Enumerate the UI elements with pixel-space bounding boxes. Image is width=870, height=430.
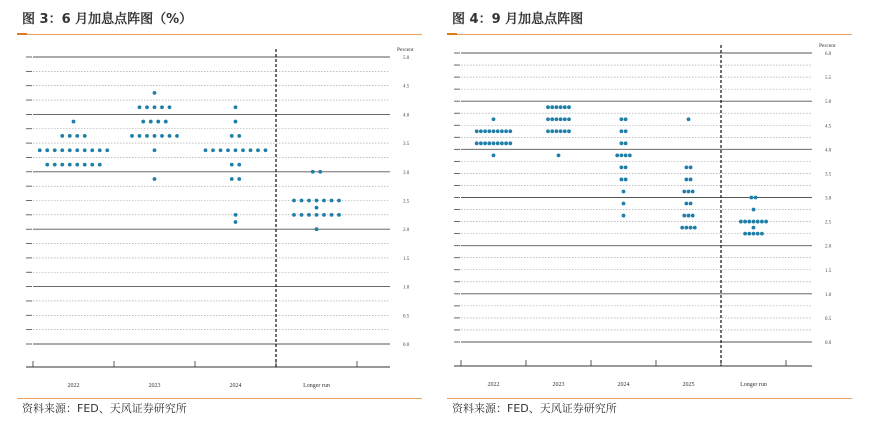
y-tick-label: 3.5 xyxy=(403,142,410,148)
dot-longer-run xyxy=(307,199,311,203)
dot-2022 xyxy=(68,134,72,138)
dot-2024 xyxy=(241,148,245,152)
dot-2025 xyxy=(691,190,695,194)
dot-2025 xyxy=(693,226,697,230)
y-tick-label: 5.0 xyxy=(403,56,410,61)
dot-longer-run xyxy=(292,213,296,217)
dot-2024 xyxy=(620,178,624,182)
dot-2022 xyxy=(105,148,109,152)
dot-2023 xyxy=(156,120,160,124)
y-tick-label: 1.0 xyxy=(403,285,410,291)
x-category-label: 2022 xyxy=(67,383,80,389)
y-axis-title: Percent xyxy=(397,47,414,53)
x-category-label: 2024 xyxy=(617,382,630,388)
dot-2024 xyxy=(620,117,624,121)
dot-longer-run xyxy=(311,170,315,174)
dot-2022 xyxy=(45,163,49,167)
dot-longer-run xyxy=(752,232,756,236)
dot-2025 xyxy=(685,165,689,169)
dot-2023 xyxy=(559,117,563,121)
dot-2022 xyxy=(483,129,487,133)
dot-2022 xyxy=(83,148,87,152)
dot-2025 xyxy=(685,226,689,230)
dot-2022 xyxy=(492,117,496,121)
y-tick-label: 2.5 xyxy=(403,199,410,205)
x-category-label: 2024 xyxy=(229,383,242,389)
y-tick-label: 3.5 xyxy=(825,172,832,178)
dot-2022 xyxy=(479,141,483,145)
dot-2023 xyxy=(550,129,554,133)
y-tick-label: 6.0 xyxy=(825,52,832,57)
dot-2022 xyxy=(483,141,487,145)
dot-2022 xyxy=(487,141,491,145)
dot-2024 xyxy=(624,178,628,182)
y-tick-label: 0.5 xyxy=(825,316,832,322)
y-tick-label: 2.5 xyxy=(825,220,832,226)
dot-2024 xyxy=(615,153,619,157)
dot-2022 xyxy=(98,148,102,152)
dot-2022 xyxy=(492,153,496,157)
dot-2022 xyxy=(90,163,94,167)
dot-2023 xyxy=(153,177,157,181)
dot-2023 xyxy=(567,105,571,109)
dot-2024 xyxy=(622,214,626,218)
x-category-label: Longer run xyxy=(303,383,330,389)
dot-2022 xyxy=(508,129,512,133)
dot-2024 xyxy=(204,148,208,152)
dot-2023 xyxy=(153,134,157,138)
dot-2022 xyxy=(500,141,504,145)
left-chart-title: 图 3：6 月加息点阵图（%） xyxy=(22,12,193,27)
dot-2023 xyxy=(550,105,554,109)
y-tick-label: 2.0 xyxy=(403,228,410,234)
dot-2022 xyxy=(492,129,496,133)
dot-2024 xyxy=(624,117,628,121)
y-tick-label: 0.0 xyxy=(403,343,410,348)
dot-2024 xyxy=(622,202,626,206)
dot-longer-run xyxy=(337,199,341,203)
dot-2023 xyxy=(168,134,172,138)
dot-longer-run xyxy=(337,213,341,217)
dot-longer-run xyxy=(743,232,747,236)
dot-longer-run xyxy=(315,206,319,210)
y-tick-label: 4.5 xyxy=(403,84,410,90)
dot-longer-run xyxy=(752,220,756,224)
dot-longer-run xyxy=(300,199,304,203)
dot-2023 xyxy=(555,129,559,133)
dot-2023 xyxy=(567,129,571,133)
dot-2022 xyxy=(75,163,79,167)
dot-longer-run xyxy=(754,196,758,200)
dot-2022 xyxy=(60,134,64,138)
dot-2022 xyxy=(53,148,57,152)
dot-2023 xyxy=(145,134,149,138)
dot-longer-run xyxy=(318,170,322,174)
dot-2025 xyxy=(682,190,686,194)
dot-2023 xyxy=(563,105,567,109)
dot-2025 xyxy=(685,202,689,206)
dot-2022 xyxy=(508,141,512,145)
dot-2025 xyxy=(685,178,689,182)
x-category-label: 2023 xyxy=(552,382,565,388)
dot-longer-run xyxy=(764,220,768,224)
dot-2024 xyxy=(622,190,626,194)
dot-2023 xyxy=(149,120,153,124)
dot-2025 xyxy=(689,178,693,182)
dot-2025 xyxy=(689,226,693,230)
dot-2022 xyxy=(475,141,479,145)
dot-2023 xyxy=(546,129,550,133)
dot-2024 xyxy=(624,141,628,145)
dot-2025 xyxy=(687,214,691,218)
y-tick-label: 4.0 xyxy=(403,113,410,119)
dot-2024 xyxy=(620,165,624,169)
left-title-rule xyxy=(17,34,422,35)
dot-2024 xyxy=(230,134,234,138)
dot-2023 xyxy=(153,148,157,152)
dot-2023 xyxy=(550,117,554,121)
dot-longer-run xyxy=(760,232,764,236)
dot-longer-run xyxy=(747,232,751,236)
dot-2024 xyxy=(624,153,628,157)
dot-2023 xyxy=(168,105,172,109)
y-tick-label: 5.0 xyxy=(825,100,832,106)
y-tick-label: 0.0 xyxy=(825,341,832,346)
dot-longer-run xyxy=(322,199,326,203)
dot-2022 xyxy=(475,129,479,133)
dot-longer-run xyxy=(750,196,754,200)
dot-2024 xyxy=(237,134,241,138)
y-tick-label: 1.5 xyxy=(403,256,410,262)
x-category-label: 2023 xyxy=(148,383,161,389)
y-tick-label: 2.0 xyxy=(825,244,832,250)
dot-2024 xyxy=(256,148,260,152)
dot-longer-run xyxy=(743,220,747,224)
dot-2023 xyxy=(559,129,563,133)
right-bottom-rule xyxy=(447,398,852,399)
dot-2023 xyxy=(160,134,164,138)
right-source-note: 资料来源：FED、天风证券研究所 xyxy=(452,402,617,415)
dot-2025 xyxy=(689,165,693,169)
dot-2022 xyxy=(83,134,87,138)
dot-2023 xyxy=(563,129,567,133)
dot-2022 xyxy=(60,148,64,152)
dot-2023 xyxy=(138,134,142,138)
dot-2024 xyxy=(211,148,215,152)
dot-longer-run xyxy=(760,220,764,224)
y-tick-label: 4.5 xyxy=(825,124,832,130)
dot-2022 xyxy=(45,148,49,152)
y-tick-label: 5.5 xyxy=(825,76,832,82)
dot-2023 xyxy=(555,117,559,121)
dot-2025 xyxy=(691,214,695,218)
right-dot-plot xyxy=(447,40,852,395)
dot-2023 xyxy=(546,117,550,121)
dot-2023 xyxy=(153,105,157,109)
dot-2022 xyxy=(75,134,79,138)
dot-2023 xyxy=(153,91,157,95)
left-dot-plot xyxy=(17,40,422,395)
dot-2024 xyxy=(620,129,624,133)
dot-2022 xyxy=(90,148,94,152)
y-tick-label: 0.5 xyxy=(403,314,410,320)
dot-longer-run xyxy=(315,213,319,217)
y-axis-title: Percent xyxy=(819,43,836,49)
dot-2023 xyxy=(145,105,149,109)
dot-longer-run xyxy=(322,213,326,217)
dot-longer-run xyxy=(330,199,334,203)
dot-longer-run xyxy=(292,199,296,203)
dot-2023 xyxy=(563,117,567,121)
dot-2023 xyxy=(559,105,563,109)
dot-2024 xyxy=(234,213,238,217)
dot-2024 xyxy=(226,148,230,152)
dot-2023 xyxy=(138,105,142,109)
dot-2022 xyxy=(496,129,500,133)
dot-2023 xyxy=(555,105,559,109)
y-tick-label: 3.0 xyxy=(403,170,410,176)
dot-2025 xyxy=(682,214,686,218)
dot-2024 xyxy=(237,177,241,181)
dot-2023 xyxy=(130,134,134,138)
dot-2022 xyxy=(479,129,483,133)
x-category-label: Longer run xyxy=(740,382,767,388)
dot-2022 xyxy=(492,141,496,145)
dot-2024 xyxy=(628,153,632,157)
dot-2022 xyxy=(496,141,500,145)
dot-2024 xyxy=(234,105,238,109)
y-tick-label: 1.0 xyxy=(825,292,832,298)
y-tick-label: 4.0 xyxy=(825,148,832,154)
dot-2022 xyxy=(504,129,508,133)
dot-longer-run xyxy=(315,227,319,231)
dot-2024 xyxy=(234,120,238,124)
dot-2024 xyxy=(237,163,241,167)
dot-2024 xyxy=(234,148,238,152)
dot-longer-run xyxy=(756,220,760,224)
dot-2024 xyxy=(620,153,624,157)
dot-2025 xyxy=(687,117,691,121)
dot-2024 xyxy=(624,165,628,169)
dot-2022 xyxy=(60,163,64,167)
dot-2022 xyxy=(75,148,79,152)
dot-2022 xyxy=(504,141,508,145)
dot-2023 xyxy=(567,117,571,121)
dot-2023 xyxy=(175,134,179,138)
dot-longer-run xyxy=(315,199,319,203)
dot-2022 xyxy=(500,129,504,133)
dot-2023 xyxy=(164,120,168,124)
dot-2023 xyxy=(546,105,550,109)
dot-2022 xyxy=(68,148,72,152)
dot-2025 xyxy=(687,190,691,194)
dot-2022 xyxy=(98,163,102,167)
dot-2024 xyxy=(264,148,268,152)
dot-longer-run xyxy=(747,220,751,224)
dot-2024 xyxy=(624,129,628,133)
dot-2024 xyxy=(234,220,238,224)
dot-longer-run xyxy=(752,226,756,230)
dot-2025 xyxy=(689,202,693,206)
dot-2024 xyxy=(230,163,234,167)
x-category-label: 2022 xyxy=(487,382,500,388)
left-source-note: 资料来源：FED、天风证券研究所 xyxy=(22,402,187,415)
right-title-rule xyxy=(447,34,852,35)
dot-2025 xyxy=(680,226,684,230)
right-chart-title: 图 4：9 月加息点阵图 xyxy=(452,12,584,27)
dot-2023 xyxy=(141,120,145,124)
dot-longer-run xyxy=(756,232,760,236)
dot-2022 xyxy=(68,163,72,167)
dot-2022 xyxy=(487,129,491,133)
left-bottom-rule xyxy=(17,398,422,399)
dot-longer-run xyxy=(739,220,743,224)
dot-2024 xyxy=(620,141,624,145)
y-tick-label: 1.5 xyxy=(825,268,832,274)
y-tick-label: 3.0 xyxy=(825,196,832,202)
dot-2022 xyxy=(38,148,42,152)
dot-longer-run xyxy=(752,208,756,212)
dot-2023 xyxy=(160,105,164,109)
dot-2024 xyxy=(219,148,223,152)
dot-2022 xyxy=(83,163,87,167)
dot-2024 xyxy=(249,148,253,152)
dot-longer-run xyxy=(330,213,334,217)
dot-2024 xyxy=(230,177,234,181)
x-category-label: 2025 xyxy=(682,382,695,388)
dot-longer-run xyxy=(307,213,311,217)
dot-2022 xyxy=(72,120,76,124)
dot-2023 xyxy=(557,153,561,157)
dot-longer-run xyxy=(300,213,304,217)
dot-2022 xyxy=(53,163,57,167)
